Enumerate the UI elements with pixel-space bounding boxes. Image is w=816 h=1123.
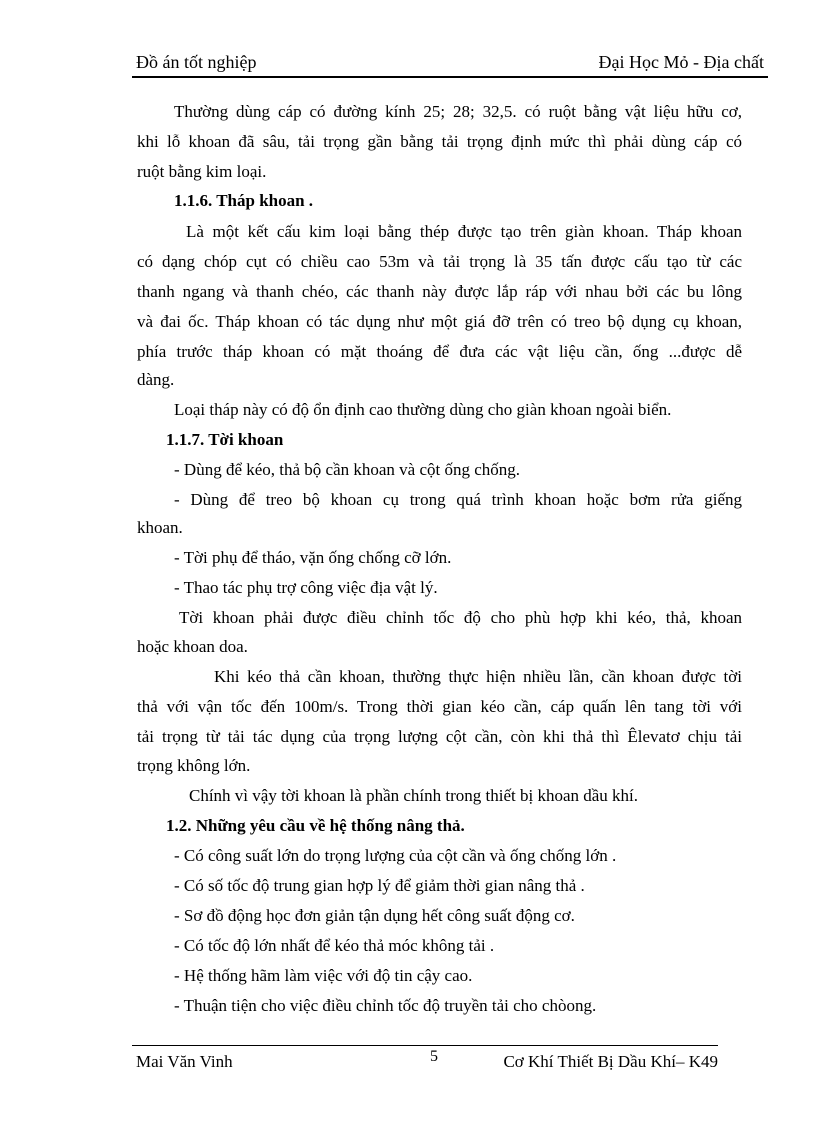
list-item: - Có tốc độ lớn nhất để kéo thả móc không tải .	[174, 936, 495, 955]
section-heading: 1.1.7. Tời khoan	[166, 430, 284, 449]
text-line: phía trước tháp khoan có mặt thoáng để đưa các vật liệu cần, ống ...được dễ	[137, 342, 742, 361]
text-line: thả với vận tốc đến 100m/s. Trong thời gian kéo cần, cáp quấn lên tang tời với	[137, 697, 742, 716]
list-item: - Thuận tiện cho việc điều chỉnh tốc độ truyền tải cho chòong.	[174, 996, 597, 1015]
text-line: Khi kéo thả cần khoan, thường thực hiện nhiều lần, cần khoan được tời	[214, 667, 742, 686]
list-item: - Có số tốc độ trung gian hợp lý để giảm thời gian nâng thả .	[174, 876, 585, 895]
text-line: Loại tháp này có độ ổn định cao thường dùng cho giàn khoan ngoài biển.	[174, 400, 672, 419]
text-line: và đai ốc. Tháp khoan có tác dụng như một giá đỡ trên có treo bộ dụng cụ khoan,	[137, 312, 742, 331]
list-item: - Dùng để treo bộ khoan cụ trong quá trình khoan hoặc bơm rửa giếng	[174, 490, 742, 509]
footer-program: Cơ Khí Thiết Bị Dầu Khí– K49	[503, 1052, 718, 1071]
list-item: - Có công suất lớn do trọng lượng của cột cần và ống chống lớn .	[174, 846, 617, 865]
header-university: Đại Học Mỏ - Địa chất	[598, 52, 764, 72]
text-line: trọng không lớn.	[137, 756, 251, 775]
text-line: có dạng chóp cụt có chiều cao 53m và tải trọng là 35 tấn được cấu tạo từ các	[137, 252, 742, 271]
list-item: - Tời phụ để tháo, vặn ống chống cỡ lớn.	[174, 548, 452, 567]
list-item: - Sơ đồ động học đơn giản tận dụng hết công suất động cơ.	[174, 906, 575, 925]
list-item: - Dùng để kéo, thả bộ cần khoan và cột ống chống.	[174, 460, 521, 479]
footer-author: Mai Văn Vinh	[136, 1052, 233, 1071]
text-line: Là một kết cấu kim loại bằng thép được tạo trên giàn khoan. Tháp khoan	[186, 222, 742, 241]
page-number: 5	[430, 1048, 438, 1065]
page-footer	[132, 1045, 718, 1076]
text-line: ruột bằng kim loại.	[137, 162, 267, 181]
text-line: dàng.	[137, 370, 175, 389]
text-line: Thường dùng cáp có đường kính 25; 28; 32,5. có ruột bằng vật liệu hữu cơ,	[174, 102, 742, 121]
section-heading: 1.1.6. Tháp khoan .	[174, 191, 314, 210]
text-line: thanh ngang và thanh chéo, các thanh này được lắp ráp với nhau bởi các bu lông	[137, 282, 742, 301]
list-item: - Hệ thống hãm làm việc với độ tin cậy cao.	[174, 966, 473, 985]
text-line: khoan.	[137, 518, 183, 537]
list-item: - Thao tác phụ trợ công việc địa vật lý.	[174, 578, 438, 597]
header-title: Đồ án tốt nghiệp	[136, 52, 257, 72]
section-heading: 1.2. Những yêu cầu về hệ thống nâng thả.	[166, 816, 465, 835]
text-line: Chính vì vậy tời khoan là phần chính trong thiết bị khoan dầu khí.	[189, 786, 639, 805]
text-line: Tời khoan phải được điều chỉnh tốc độ cho phù hợp khi kéo, thả, khoan	[179, 608, 742, 627]
text-line: hoặc khoan doa.	[137, 637, 248, 656]
text-line: khi lỗ khoan đã sâu, tải trọng gần bằng tải trọng định mức thì phải dùng cáp có	[137, 132, 742, 151]
page-header	[132, 50, 768, 78]
text-line: tải trọng từ tải tác dụng của trọng lượng cột cần, còn khi thả thì Êlevatơ chịu tải	[137, 727, 742, 746]
